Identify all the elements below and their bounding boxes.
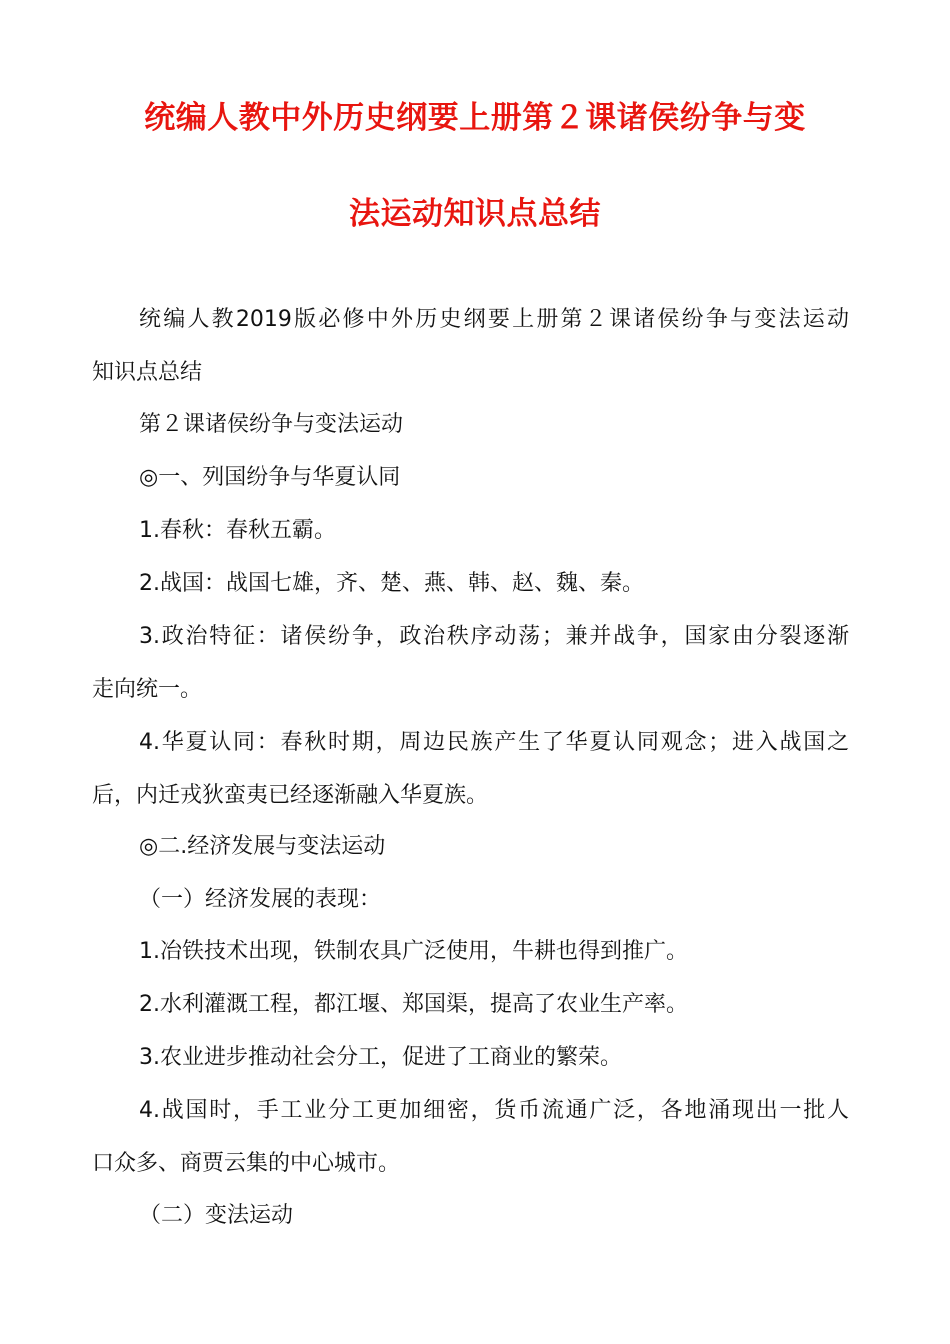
section-2-item-3: 3.农业进步推动社会分工，促进了工商业的繁荣。 [139,1045,622,1070]
document-title-line-1: 统编人教中外历史纲要上册第２课诸侯纷争与变 [144,100,806,136]
document-title-line-2: 法运动知识点总结 [349,196,601,232]
subsection-1-heading: （一）经济发展的表现： [139,887,382,912]
intro-paragraph-line-1: 统编人教2019版必修中外历史纲要上册第２课诸侯纷争与变法运动 [139,307,849,332]
section-2-item-1: 1.冶铁技术出现，铁制农具广泛使用，牛耕也得到推广。 [139,939,688,964]
subsection-2-heading: （二）变法运动 [139,1203,294,1228]
section-2-item-2: 2.水利灌溉工程，都江堰、郑国渠，提高了农业生产率。 [139,992,688,1017]
section-2-item-4-line-1: 4.战国时，手工业分工更加细密，货币流通广泛，各地涌现出一批人 [139,1098,849,1123]
section-2-heading: ◎二.经济发展与变法运动 [139,834,386,859]
section-1-heading: ◎一、列国纷争与华夏认同 [139,465,401,490]
section-1-item-4-line-1: 4.华夏认同：春秋时期，周边民族产生了华夏认同观念；进入战国之 [139,730,849,755]
section-1-item-3-line-2: 走向统一。 [92,677,203,702]
section-1-item-3-line-1: 3.政治特征：诸侯纷争，政治秩序动荡；兼并战争，国家由分裂逐渐 [139,624,849,649]
section-1-item-2: 2.战国：战国七雄，齐、楚、燕、韩、赵、魏、秦。 [139,571,644,596]
lesson-heading: 第２课诸侯纷争与变法运动 [139,412,404,437]
intro-paragraph-line-2: 知识点总结 [92,360,203,385]
section-1-item-4-line-2: 后，内迁戎狄蛮夷已经逐渐融入华夏族。 [92,783,489,808]
section-2-item-4-line-2: 口众多、商贾云集的中心城市。 [92,1151,401,1176]
section-1-item-1: 1.春秋：春秋五霸。 [139,518,336,543]
